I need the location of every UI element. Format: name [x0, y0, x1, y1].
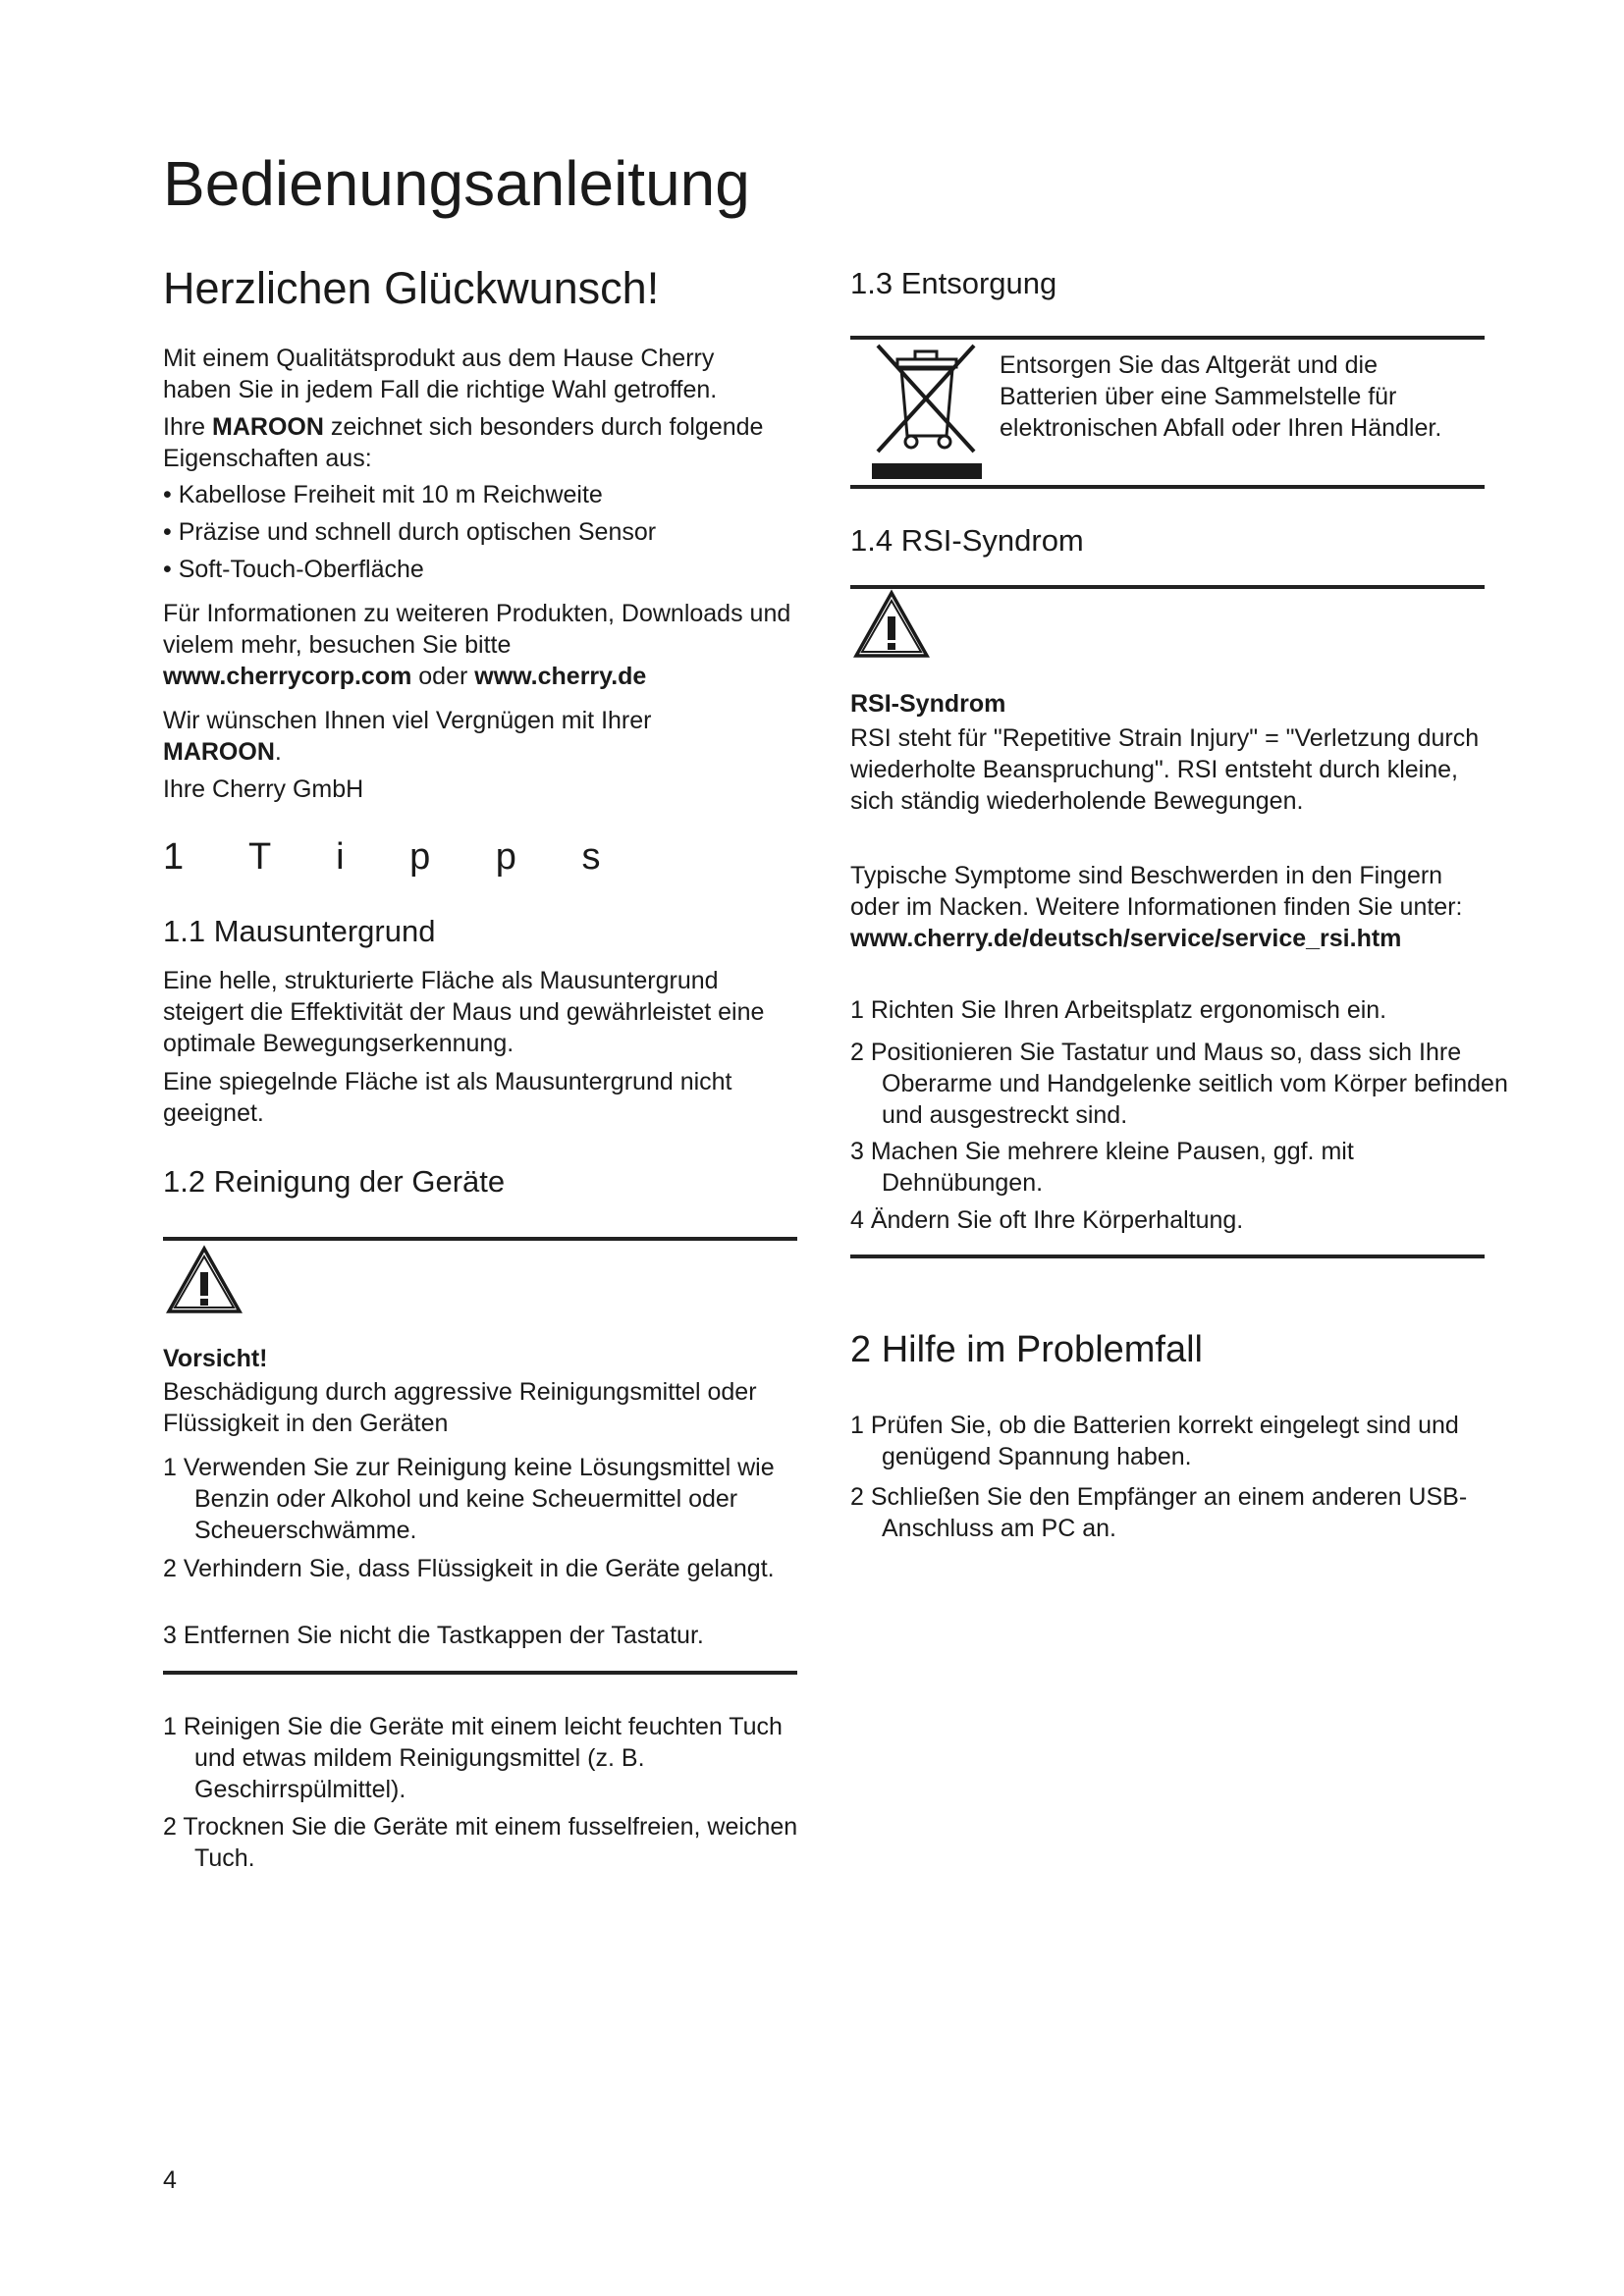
section-1-4-heading: 1.4 RSI-Syndrom — [850, 523, 1084, 558]
welcome-heading: Herzlichen Glückwunsch! — [163, 263, 660, 313]
feature-item: • Präzise und schnell durch optischen Sensor — [163, 518, 657, 546]
welcome-product-line — [163, 411, 772, 474]
product-pre: Ihre — [163, 413, 213, 441]
link-cherry[interactable]: www.cherry.de — [474, 663, 647, 690]
welcome-info-text: Für Informationen zu weiteren Produkten, Downloads und vielem mehr, besuchen Sie bitte — [163, 600, 791, 659]
product-post: zeichnet sich besonders durch folgende Eigenschaften aus: — [163, 413, 764, 472]
section-1-2-heading: 1.2 Reinigung der Geräte — [163, 1164, 506, 1199]
cleaning-step: 2 Trocknen Sie die Geräte mit einem fusselfreien, weichen Tuch. — [163, 1813, 798, 1872]
link-cherrycorp[interactable]: www.cherrycorp.com — [163, 663, 412, 690]
welcome-intro: Mit einem Qualitätsprodukt aus dem Hause Cherry haben Sie in jedem Fall die richtige Wahl getroffen. — [163, 345, 718, 403]
crossed-bin-icon — [872, 342, 982, 481]
disposal-bottom-rule — [850, 485, 1485, 489]
help-heading: 2 Hilfe im Problemfall — [850, 1329, 1203, 1370]
tips-heading: 1 T i p p s — [163, 836, 628, 878]
warning-title: Vorsicht! — [163, 1345, 268, 1372]
rsi-item: 3 Machen Sie mehrere kleine Pausen, ggf. mit Dehnübungen. — [850, 1138, 1354, 1197]
rsi-bottom-rule — [850, 1255, 1485, 1258]
warning-icon — [165, 1245, 244, 1317]
warning-item: 2 Verhindern Sie, dass Flüssigkeit in die Geräte gelangt. — [163, 1555, 775, 1582]
disposal-text: Entsorgen Sie das Altgerät und die Batterien über eine Sammelstelle für elektronischen Abfall oder Ihren Händler. — [1000, 351, 1442, 442]
product-name: MAROON — [212, 413, 324, 441]
page-number: 4 — [163, 2166, 177, 2194]
welcome-links — [163, 661, 646, 692]
warning-item: 3 Entfernen Sie nicht die Tastkappen der Tastatur. — [163, 1622, 704, 1649]
feature-item: • Kabellose Freiheit mit 10 m Reichweite — [163, 481, 603, 508]
help-item: 2 Schließen Sie den Empfänger an einem anderen USB-Anschluss am PC an. — [850, 1483, 1468, 1542]
rsi-p2-text: Typische Symptome sind Beschwerden in den Fingern oder im Nacken. Weitere Informationen finden Sie unter: — [850, 862, 1463, 921]
warning-item: 1 Verwenden Sie zur Reinigung keine Lösungsmittel wie Benzin oder Alkohol und keine Scheuermittel oder Scheuerschwämme. — [163, 1454, 775, 1544]
wish-pre: Wir wünschen Ihnen viel Vergnügen mit Ihrer — [163, 707, 652, 734]
disposal-top-rule — [850, 336, 1485, 340]
section-1-3-heading: 1.3 Entsorgung — [850, 266, 1057, 300]
warning-top-rule — [163, 1237, 797, 1241]
wish-post: . — [274, 738, 282, 766]
rsi-item: 1 Richten Sie Ihren Arbeitsplatz ergonomisch ein. — [850, 996, 1387, 1024]
warning-bottom-rule — [163, 1671, 797, 1675]
link-join: oder — [411, 663, 475, 690]
help-item: 1 Prüfen Sie, ob die Batterien korrekt eingelegt sind und genügend Spannung haben. — [850, 1412, 1459, 1470]
welcome-signature: Ihre Cherry GmbH — [163, 775, 364, 803]
rsi-title: RSI-Syndrom — [850, 690, 1006, 718]
section-1-1-p2: Eine spiegelnde Fläche ist als Mausuntergrund nicht geeignet. — [163, 1068, 732, 1127]
rsi-link[interactable]: www.cherry.de/deutsch/service/service_rsi.htm — [850, 925, 1402, 952]
rsi-warning-icon — [852, 589, 931, 662]
section-1-1-p1: Eine helle, strukturierte Fläche als Mausuntergrund steigert die Effektivität der Maus und gewährleistet eine optimale Bewegungserkennung. — [163, 967, 765, 1057]
rsi-item: 4 Ändern Sie oft Ihre Körperhaltung. — [850, 1206, 1244, 1234]
rsi-p1: RSI steht für "Repetitive Strain Injury" = "Verletzung durch wiederholte Beanspruchung". RSI entsteht durch kleine, sich ständig wiederholende Bewegungen. — [850, 724, 1480, 815]
rsi-item: 2 Positionieren Sie Tastatur und Maus so, dass sich Ihre Oberarme und Handgelenke seitlich vom Körper befinden und ausgestreckt sind. — [850, 1039, 1508, 1129]
rsi-top-rule — [850, 585, 1485, 589]
rsi-p2 — [850, 860, 1485, 954]
section-1-1-heading: 1.1 Mausuntergrund — [163, 914, 436, 948]
feature-item: • Soft-Touch-Oberfläche — [163, 556, 424, 583]
page-title: Bedienungsanleitung — [163, 148, 750, 219]
warning-text: Beschädigung durch aggressive Reinigungsmittel oder Flüssigkeit in den Geräten — [163, 1378, 757, 1437]
wish-name: MAROON — [163, 738, 275, 766]
cleaning-step: 1 Reinigen Sie die Geräte mit einem leicht feuchten Tuch und etwas mildem Reinigungsmittel (z. B. Geschirrspülmittel). — [163, 1713, 783, 1803]
welcome-wish — [163, 705, 772, 768]
